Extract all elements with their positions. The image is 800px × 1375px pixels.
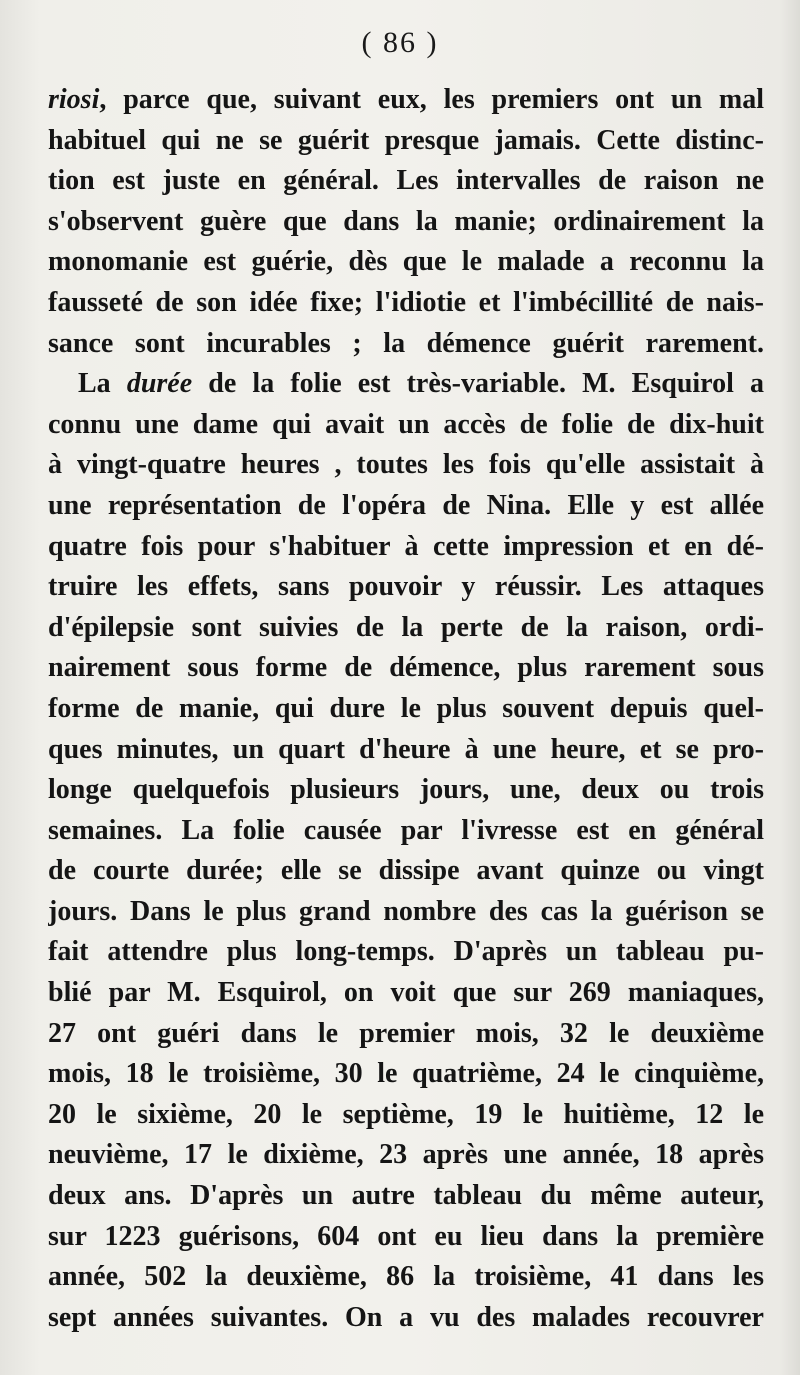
text-segment: à vingt-quatre heures , toutes les fois qu'elle assistait à xyxy=(48,449,764,481)
text-segment: de la folie est très-variable. M. Esquirol a xyxy=(192,368,764,400)
text-line xyxy=(48,567,764,608)
text-segment: mois, 18 le troisième, 30 le quatrième, 24 le cinquième, xyxy=(48,1058,764,1090)
text-line xyxy=(48,689,764,730)
text-segment: deux ans. D'après un autre tableau du même auteur, xyxy=(48,1180,764,1212)
text-segment: fausseté de son idée fixe; l'idiotie et l'imbécillité de nais- xyxy=(48,286,764,318)
text-segment: ques minutes, un quart d'heure à une heure, et se pro- xyxy=(48,733,764,765)
text-line xyxy=(48,1014,764,1055)
text-line xyxy=(48,811,764,852)
text-segment: sur 1223 guérisons, 604 ont eu lieu dans la première xyxy=(48,1220,764,1252)
text-line xyxy=(48,770,764,811)
text-line xyxy=(48,121,764,162)
text-line xyxy=(48,730,764,771)
text-line xyxy=(48,851,764,892)
text-line xyxy=(48,1095,764,1136)
text-segment: 20 le sixième, 20 le septième, 19 le huitième, 12 le xyxy=(48,1098,764,1130)
text-segment: d'épilepsie sont suivies de la perte de la raison, ordi- xyxy=(48,611,764,643)
text-segment: longe quelquefois plusieurs jours, une, deux ou trois xyxy=(48,774,764,806)
text-segment: habituel qui ne se guérit presque jamais. Cette distinc- xyxy=(48,124,764,156)
text-line xyxy=(48,892,764,933)
text-line xyxy=(48,405,764,446)
text-segment: fait attendre plus long-temps. D'après un tableau pu- xyxy=(48,936,764,968)
text-line xyxy=(48,1054,764,1095)
text-line xyxy=(48,648,764,689)
text-line xyxy=(48,1257,764,1298)
text-segment: une représentation de l'opéra de Nina. Elle y est allée xyxy=(48,489,764,521)
text-segment: sance sont incurables ; la démence guérit rarement. xyxy=(48,327,764,359)
text-segment: jours. Dans le plus grand nombre des cas la guérison se xyxy=(48,895,764,927)
text-segment: de courte durée; elle se dissipe avant quinze ou vingt xyxy=(48,855,764,887)
text-line xyxy=(48,364,764,405)
text-line xyxy=(48,1298,764,1339)
text-segment: année, 502 la deuxième, 86 la troisième, 41 dans les xyxy=(48,1261,764,1293)
text-line xyxy=(48,608,764,649)
body-text xyxy=(48,80,764,1338)
text-line xyxy=(48,242,764,283)
text-segment: semaines. La folie causée par l'ivresse est en général xyxy=(48,814,764,846)
text-line xyxy=(48,161,764,202)
text-segment: sept années suivantes. On a vu des malades recouvrer xyxy=(48,1301,764,1333)
text-segment: , parce que, suivant eux, les premiers ont un mal xyxy=(99,84,764,115)
text-segment: forme de manie, qui dure le plus souvent depuis quel- xyxy=(48,692,764,724)
text-segment: monomanie est guérie, dès que le malade a reconnu la xyxy=(48,246,764,278)
text-segment: 27 ont guéri dans le premier mois, 32 le deuxième xyxy=(48,1017,764,1049)
text-line xyxy=(48,283,764,324)
text-line xyxy=(48,324,764,365)
text-line xyxy=(48,202,764,243)
italic-segment: durée xyxy=(126,368,193,400)
text-segment: connu une dame qui avait un accès de folie de dix-huit xyxy=(48,408,764,440)
text-line xyxy=(48,1217,764,1258)
text-segment: neuvième, 17 le dixième, 23 après une année, 18 après xyxy=(48,1139,764,1171)
text-segment: nairement sous forme de démence, plus rarement sous xyxy=(48,652,764,684)
page-number: ( 86 ) xyxy=(361,26,439,59)
text-segment: La xyxy=(78,368,127,400)
italic-segment: riosi xyxy=(48,84,100,115)
text-line xyxy=(48,932,764,973)
text-line xyxy=(48,1135,764,1176)
text-segment: tion est juste en général. Les intervalles de raison ne xyxy=(48,165,764,197)
text-line xyxy=(48,527,764,568)
text-line xyxy=(48,973,764,1014)
text-segment: blié par M. Esquirol, on voit que sur 269 maniaques, xyxy=(48,977,764,1009)
text-segment: quatre fois pour s'habituer à cette impression et en dé- xyxy=(48,530,764,562)
text-segment: truire les effets, sans pouvoir y réussir. Les attaques xyxy=(48,571,764,603)
text-line xyxy=(48,486,764,527)
text-segment: s'observent guère que dans la manie; ordinairement la xyxy=(48,205,764,237)
text-line xyxy=(48,1176,764,1217)
text-line xyxy=(48,445,764,486)
text-line xyxy=(48,80,764,121)
